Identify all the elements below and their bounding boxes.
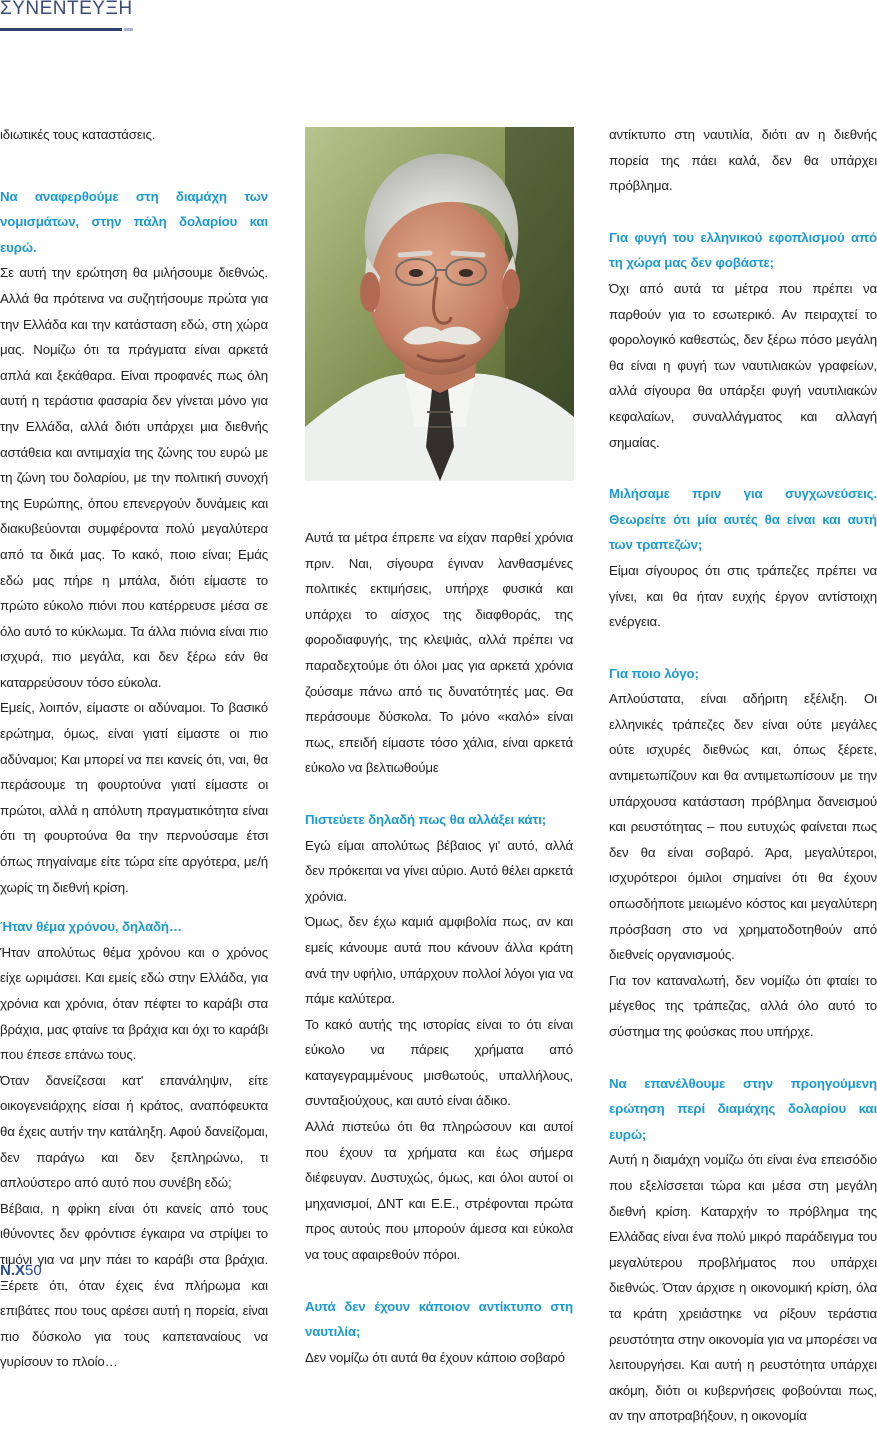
question: Για φυγή του ελληνικού εφοπλισμού από τη χώρα μας δεν φοβάστε; <box>609 229 877 271</box>
question: Να αναφερθούμε στη διαμάχη των νομισμάτων, στην πάλη δολαρίου και ευρώ. <box>0 188 268 255</box>
paragraph: Βέβαια, η φρίκη είναι ότι κανείς από τους ιθύνοντες δεν φρόντισε έγκαιρα να στρίψει το τιμόνι για να μην πάει το καράβι στα βράχια. Ξέρετε ότι, όταν έχεις ένα πλήρωμα και επιβάτες που τους αρέσει αυτή η πορεία, είναι πιο δύσκολο για τους καπεταναίους να γυρίσουν το πλοίο… <box>0 1200 268 1370</box>
column-3 <box>609 122 877 1429</box>
paragraph: ιδιωτικές τους καταστάσεις. <box>0 127 156 142</box>
paragraph: Αλλά πιστεύω ότι θα πληρώσουν και αυτοί που έχουν τα χρήματα και έως σήμερα διέφευγαν. Δυστυχώς, όμως, και όλοι αυτοί οι μηχανισμοί, ΔΝΤ και Ε.Ε., στρέφονται πρώτα προς αυτούς που μπορούν άμεσα και εύκολα να τους αφαιρεθούν πόροι. <box>305 1119 573 1263</box>
paragraph: αντίκτυπο στη ναυτιλία, διότι αν η διεθνής πορεία της πάει καλά, δεν θα υπάρχει πρόβλημα. <box>609 127 877 194</box>
paragraph: Εμείς, λοιπόν, είμαστε οι αδύναμοι. Το βασικό ερώτημα, όμως, είναι γιατί είμαστε οι πιο αδύναμοι; Και μπορεί να πει κανείς ότι, ναι, θα περάσουμε τη φουρτούνα γιατί είμαστε οι πρώτοι, αλλά η απόλυτη πραγματικότητα είναι ότι τη φουρτούνα θα την περνούσαμε έτσι όπως πηγαίναμε είτε τώρα είτε αργότερα, με/ή χωρίς τη διεθνή κρίση. <box>0 700 268 895</box>
paragraph: Αυτά τα μέτρα έπρεπε να είχαν παρθεί χρόνια πριν. Ναι, σίγουρα έγιναν λανθασμένες πολιτικές εκτιμήσεις, υπήρχε φυσικά και υπάρχει το αίσχος της διαφθοράς, της φοροδιαφυγής, της κλεψιάς, αλλά πρέπει να παραδεχτούμε ότι όλοι μας για αρκετά χρόνια ζούσαμε πάνω από τις δυνατότητές μας. Θα περάσουμε δύσκολα. Το μόνο «καλό» είναι πως, επειδή είμαστε τόσο χάλια, είναι αρκετά εύκολο να βελτιωθούμε <box>305 530 573 776</box>
question: Μιλήσαμε πριν για συγχωνεύσεις. Θεωρείτε ότι μία αυτές θα είναι και αυτή των τραπεζών; <box>609 486 877 553</box>
column-1 <box>0 122 268 1375</box>
paragraph: Αυτή η διαμάχη νομίζω ότι είναι ένα επεισόδιο που εξελίσσεται τώρα και μέσα στη μεγάλη διεθνή κρίση. Καταρχήν το πρόβλημα της Ελλάδας είναι ένα πολύ μικρό παράδειγμα του μεγαλύτερου προβλήματος που υπάρχει διεθνώς. Όταν άρχισε η οικονομική κρίση, όλα τα κράτη χρειάστηκε να ρίξουν τεράστια ρευστότητα στην οικονομία για να μπορέσει να λειτουργήσει. Και αυτή η ρευστότητα υπάρχει ακόμη, διότι οι κυβερνήσεις φοβούνται πως, αν την αποτραβήξουν, η οικονομία <box>609 1152 877 1424</box>
paragraph: Απλούστατα, είναι αδήριτη εξέλιξη. Οι ελληνικές τράπεζες δεν είναι ούτε μεγάλες ούτε ισχυρές διεθνώς και, όπως ξέρετε, αντιμετωπίζουν και θα αντιμετωπίσουν με την υπάρχουσα κατάσταση πρόβλημα δανεισμού και ρευστότητας – που ευτυχώς φαίνεται πως δεν θα είναι σοβαρό. Άρα, μεγαλύτεροι, ισχυρότεροι όμιλοι σημαίνει ότι θα έχουν οπωσδήποτε μειωμένο κόστος και μεγαλύτερη πρόσβαση στο να χρηματοδοτηθούν από διεθνείς οργανισμούς. <box>609 691 877 963</box>
magazine-logo: N.X <box>0 1262 26 1279</box>
question: Αυτά δεν έχουν κάποιον αντίκτυπο στη ναυτιλία; <box>305 1298 573 1340</box>
paragraph: Όταν δανείζεσαι κατ' επανάληψιν, είτε οικογενειάρχης είσαι ή κράτος, αναπόφευκτα θα έχεις αυτήν την κατάληξη. Αφού δανείζομαι, δεν παράγω και δεν ξεπληρώνω, τι απλούστερο από αυτό που συνέβη εδώ; <box>0 1072 268 1191</box>
paragraph: Είμαι σίγουρος ότι στις τράπεζες πρέπει να γίνει, και θα ήταν ευχής έργον αντίστοιχη ενέργεια. <box>609 562 877 630</box>
paragraph: Σε αυτή την ερώτηση θα μιλήσουμε διεθνώς. Αλλά θα πρότεινα να συζητήσουμε πρώτα για την Ελλάδα και την κατάσταση εδώ, στη χώρα μας. Νομίζω ότι τα πράγματα είναι αρκετά απλά και ξεκάθαρα. Είναι προφανές πως όλη αυτή η τεράστια φασαρία δεν γίνεται μόνο για την Ελλάδα, αλλά διότι υπάρχει μια διεθνής αστάθεια και αντιμαχία της ζώνης του ευρώ με τη ζώνη του δολαρίου, με την πολιτική συνοχή της Ευρώπης, όπου επενεργούν δυνάμεις και διακυβεύονται συμφέροντα πολύ μεγαλύτερα από τα δικά μας. Το κακό, ποιο είναι; Εμάς εδώ μας πήρε η μπάλα, διότι είμαστε το πρώτο εύκολο πιόνι που κατέρρευσε μέσα σε όλο αυτό το κύκλωμα. Τα άλλα πιόνια είναι πιο ισχυρά, πιο μεγάλα, και δεν ξέρω εάν θα καταρρεύσουν τόσο εύκολα. <box>0 265 268 690</box>
page-number: 50 <box>25 1262 42 1279</box>
paragraph: Ήταν απολύτως θέμα χρόνου και ο χρόνος είχε ωριμάσει. Και εμείς εδώ στην Ελλάδα, για χρόνια και χρόνια, όταν πέφτει το καράβι στα βράχια, μας φταίνε τα βράχια και όχι το καράβι που έπεσε επάνω τους. <box>0 944 268 1063</box>
column-2 <box>305 525 573 1370</box>
paragraph: Όμως, δεν έχω καμιά αμφιβολία πως, αν και εμείς κάνουμε αυτά που κάνουν άλλα κράτη ανά την υφήλιο, υπάρχουν πολλοί λόγοι για να πάμε καλύτερα. <box>305 914 573 1007</box>
paragraph: Εγώ είμαι απολύτως βέβαιος γι' αυτό, αλλά δεν πρόκειται να γίνει αύριο. Αυτό θέλει αρκετά χρόνια. <box>305 837 573 904</box>
header-rule-accent <box>124 28 133 31</box>
interviewee-photo <box>305 127 574 481</box>
paragraph: Το κακό αυτής της ιστορίας είναι το ότι είναι εύκολο να πάρεις χρήματα από καταγεγραμμένους μισθωτούς, υπαλλήλους, συνταξιούχους, και αυτό είναι άδικο. <box>305 1016 573 1109</box>
paragraph: Όχι από αυτά τα μέτρα που πρέπει να παρθούν για το εσωτερικό. Αν πειραχτεί το φορολογικό καθεστώς, δεν ξέρω πόσο μεγάλη θα είναι η φυγή των ναυτιλιακών γραφείων, αλλά σίγουρα θα υπάρξει φυγή ναυτιλιακών κεφαλαίων, συναλλάγματος και αλλαγή σημαίας. <box>609 280 877 450</box>
question: Πιστεύετε δηλαδή πως θα αλλάξει κάτι; <box>305 811 547 827</box>
question: Ήταν θέμα χρόνου, δηλαδή… <box>0 919 183 935</box>
paragraph: Δεν νομίζω ότι αυτά θα έχουν κάποιο σοβαρό <box>305 1349 565 1365</box>
paragraph: Για τον καταναλωτή, δεν νομίζω ότι φταίει το μέγεθος της τράπεζας, αλλά όλο αυτό το σύστημα της φούσκας που υπήρχε. <box>609 972 877 1039</box>
question: Για ποιο λόγο; <box>609 665 699 681</box>
question: Να επανέλθουμε στην προηγούμενη ερώτηση περί διαμάχης δολαρίου και ευρώ; <box>609 1075 877 1142</box>
header-rule <box>0 28 122 31</box>
page-folio <box>0 1262 42 1279</box>
section-label: ΣΥΝΕΝΤΕΥΞΗ <box>0 0 133 19</box>
